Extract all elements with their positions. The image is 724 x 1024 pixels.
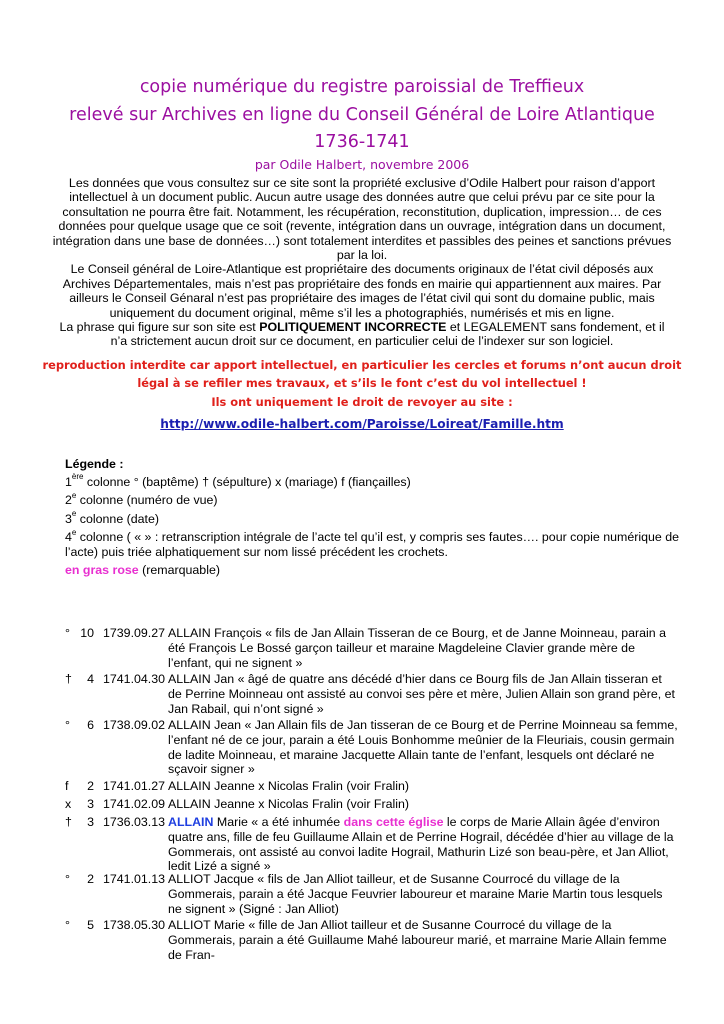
- entry-view: 4: [87, 672, 94, 686]
- legend-l4-sup: e: [71, 527, 77, 537]
- entry-view: 3: [87, 815, 94, 829]
- legend-line-3: [65, 509, 685, 527]
- legend-l3-sup: e: [71, 509, 77, 519]
- entry-name-highlight: ALLAIN: [168, 815, 214, 829]
- entry-type: x: [65, 797, 72, 811]
- notice-paragraph-2: Le Conseil général de Loire-Atlantique est propriétaire des documents originaux de l’état civil déposés aux Archives Départementales, mais n’est pas propriétaire des fonds en mairie qui appartiennent aux maires. Par ailleurs le Conseil Génaral n’est pas propriétaire des images de l’état civil qui sont du domaine public, mais uniquement du document original, même s’il les a photographiés, numérisés et mis en ligne.: [62, 262, 662, 320]
- title-line-3: 1736-1741: [314, 132, 410, 152]
- warning-line-1: reproduction interdite car apport intellectuel, en particulier les cercles et forums n’ont aucun droit légal à se refiler mes travaux, et s’ils le font c’est du vol intellectuel !: [42, 358, 682, 390]
- notice-p3-bold: POLITIQUEMENT INCORRECTE: [259, 320, 447, 335]
- legend-line-4: [65, 527, 685, 559]
- notice-paragraph-3: [50, 320, 674, 349]
- legend-l4-text: colonne ( « » : retranscription intégrale de l’acte tel qu’il est, y compris ses fautes…. pour copie numérique de l’acte) puis triée alphatiquement sur nom lissé précédent les crochets.: [65, 530, 679, 559]
- entry-view: 2: [87, 872, 94, 886]
- entry-view: 3: [87, 797, 94, 811]
- entry-text: ALLAIN Jan « âgé de quatre ans décédé d’hier dans ce Bourg fils de Jan Allain tisseran et de Perrine Moinneau ont assisté au convoi ses père et mère, Julien Allain son grand père, et Jan Rabail, qui n’ont signé »: [168, 672, 675, 716]
- entry-date: 1741.04.30: [103, 672, 166, 686]
- copyright-notice: [50, 176, 674, 349]
- legend-l2-text: colonne (numéro de vue): [76, 493, 218, 507]
- entry-text: ALLAIN François « fils de Jan Allain Tisseran de ce Bourg, et de Janne Moinneau, parain a été François Le Bossé garçon tailleur et maraine Magdeleine Clavier grande mère de l’enfant, qui ne signent »: [168, 626, 666, 670]
- entry-view: 6: [87, 718, 94, 732]
- legend-l4-num: 4: [65, 530, 72, 544]
- legend-line-5: [65, 563, 685, 578]
- entry-type: °: [65, 918, 70, 932]
- byline: par Odile Halbert, novembre 2006: [254, 157, 470, 172]
- warning-line-2: Ils ont uniquement le droit de revoyer au site :: [211, 395, 513, 409]
- entry-text-part-2: le corps de Marie Allain âgée d’environ quatre ans, fille de feu Guillaume Allain et de Perrine Hograil, décédée d’hier au village de la Gommerais, ont assisté au convoi ladite Hograil, Mathurin Lizé son beau-père, et Jan Alliot, ledit Lizé a signé »: [168, 815, 674, 874]
- entry-type: f: [65, 779, 69, 793]
- entry-view: 5: [87, 918, 94, 932]
- entry-date: 1736.03.13: [103, 815, 166, 829]
- legend-l3-text: colonne (date): [76, 511, 160, 526]
- legend-l1-sup: ère: [71, 472, 84, 482]
- entry-text: ALLIOT Marie « fille de Jan Alliot tailleur et de Susanne Courrocé du village de la Gommerais, parain a été Guillaume Mahé laboureur marié, et marraine Marie Allain femme de Fran-: [168, 918, 667, 962]
- legend-l3-num: 3: [65, 511, 72, 526]
- site-link[interactable]: http://www.odile-halbert.com/Paroisse/Loireat/Famille.htm: [160, 417, 564, 431]
- entry-date: 1741.02.09: [103, 797, 166, 811]
- entry-type: °: [65, 718, 70, 732]
- title-line-1: copie numérique du registre paroissial de Treffieux: [139, 77, 585, 97]
- entry-text: ALLAIN Jeanne x Nicolas Fralin (voir Fralin): [168, 797, 410, 811]
- legend-l1-text: colonne ° (baptême) † (sépulture) x (mariage) f (fiançailles): [83, 474, 411, 489]
- notice-paragraph-1: Les données que vous consultez sur ce site sont la propriété exclusive d’Odile Halbert pour raison d’apport intellectuel à un document public. Aucun autre usage des données autre que celui prévu par ce site pour la consultation ne pourra être fait. Notamment, les récupération, reconstitution, duplication, impression… de ces données pour quelque usage que ce soit (revente, intégration dans un ouvrage, intégration dans un document, intégration dans une base de données…) sont totalement interdites et passibles des peines et sanctions prévues par la loi.: [52, 176, 672, 263]
- entry-text: ALLIOT Jacque « fils de Jan Alliot tailleur, et de Susanne Courrocé du village de la Gommerais, parain a été Jacque Feuvrier laboureur et maraine Marie Martin tous lesquels ne signent » (Signé : Jan Alliot): [168, 872, 663, 916]
- entry-date: 1741.01.13: [103, 872, 166, 886]
- notice-p3-end: et LEGALEMENT sans fondement, et il n’a strictement aucun droit sur ce document, en particulier celui de l’indexer sur son logiciel.: [110, 320, 665, 349]
- entry-text: ALLAIN Jeanne x Nicolas Fralin (voir Fralin): [168, 779, 410, 793]
- entry-type: °: [65, 872, 70, 886]
- entry-date: 1739.09.27: [103, 626, 166, 640]
- legend-pink-sample: en gras rose: [65, 563, 139, 577]
- entry-type: †: [65, 815, 72, 829]
- legend-line-1: [65, 472, 685, 490]
- entry-remarkable-highlight: dans cette église: [343, 815, 444, 829]
- legend-title: Légende :: [65, 457, 124, 471]
- legend-line-2: [65, 490, 685, 508]
- notice-p3-start: La phrase qui figure sur son site est: [59, 320, 260, 335]
- entry-date: 1738.09.02: [103, 718, 166, 732]
- entry-text: [168, 815, 678, 874]
- legend-l1-num: 1: [65, 474, 72, 489]
- entry-date: 1741.01.27: [103, 779, 166, 793]
- entry-view: 10: [80, 626, 94, 640]
- entry-date: 1738.05.30: [103, 918, 166, 932]
- legend-l5-text: (remarquable): [138, 563, 220, 577]
- legend: [65, 457, 685, 582]
- entry-view: 2: [87, 779, 94, 793]
- legend-l2-num: 2: [65, 493, 72, 507]
- entry-type: †: [65, 672, 72, 686]
- entry-type: °: [65, 626, 70, 640]
- entry-text: ALLAIN Jean « Jan Allain fils de Jan tisseran de ce Bourg et de Perrine Moinneau sa femme, l’enfant né de ce jour, parain a été Louis Bonhomme meûnier de la Fleuriais, cousin germain de ladite Moinneau, et maraine Jacquette Allain tante de l’enfant, lesquels ont déclaré ne sçavoir signer »: [168, 718, 678, 777]
- legend-l2-sup: e: [71, 490, 77, 500]
- entry-text-part-1: Marie « a été inhumée: [213, 815, 344, 829]
- title-line-2: relevé sur Archives en ligne du Conseil Général de Loire Atlantique: [69, 105, 655, 125]
